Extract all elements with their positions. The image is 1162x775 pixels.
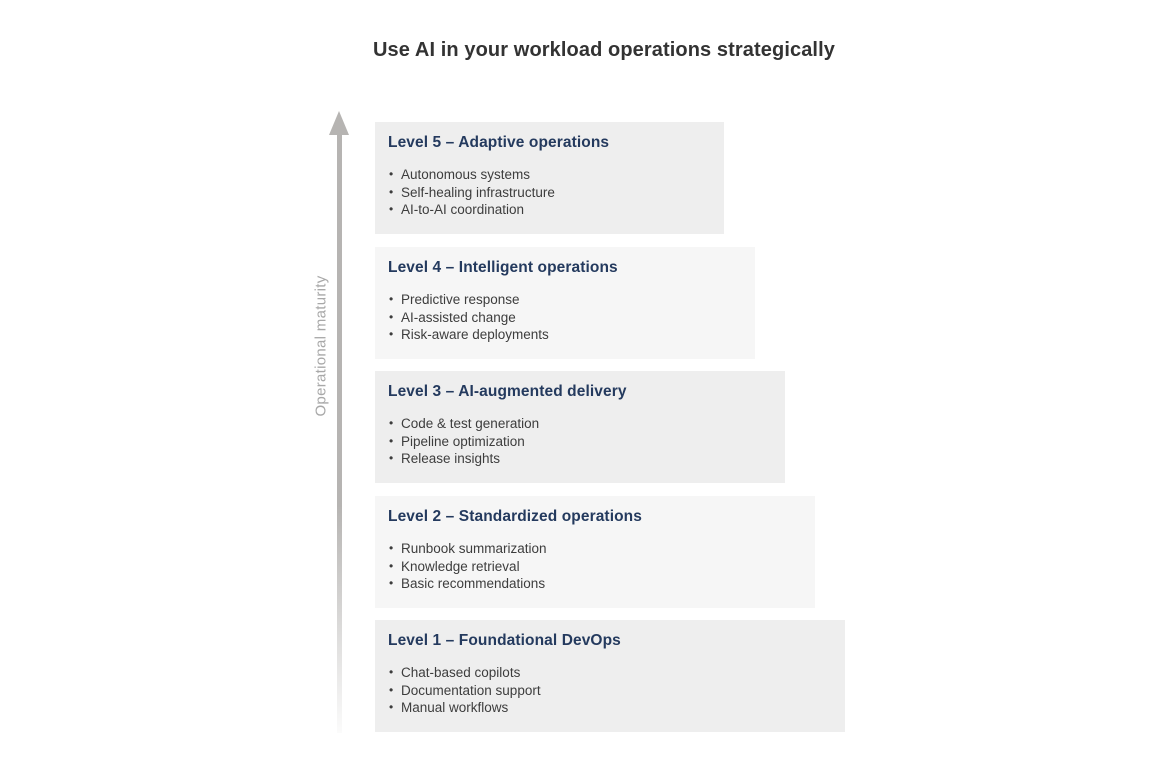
bullet-item: • Documentation support [389, 682, 845, 700]
level-box-2 [375, 496, 815, 608]
level-4-title: Level 4 – Intelligent operations [388, 259, 618, 276]
bullet-item: • Pipeline optimization [389, 433, 785, 451]
bullet-item: • Basic recommendations [389, 575, 815, 593]
level-box-3 [375, 371, 785, 483]
bullet-item: • Knowledge retrieval [389, 558, 815, 576]
bullet-item: • Self-healing infrastructure [389, 184, 724, 202]
bullet-item: • Manual workflows [389, 699, 845, 717]
level-box-5 [375, 122, 724, 234]
level-box-1 [375, 620, 845, 732]
level-2-bullets [388, 540, 815, 593]
level-2-title: Level 2 – Standardized operations [388, 508, 642, 525]
level-box-4 [375, 247, 755, 359]
level-5-bullets [388, 166, 724, 219]
bullet-item: • Risk-aware deployments [389, 326, 755, 344]
level-1-title: Level 1 – Foundational DevOps [388, 632, 621, 649]
level-5-title: Level 5 – Adaptive operations [388, 134, 610, 151]
bullet-item: • Release insights [389, 450, 785, 468]
level-4-bullets [388, 291, 755, 344]
diagram-title: Use AI in your workload operations strategically [373, 39, 835, 61]
level-1-bullets [388, 664, 845, 717]
maturity-axis-label: Operational maturity [312, 275, 330, 417]
bullet-item: • Code & test generation [389, 415, 785, 433]
maturity-axis-line [337, 133, 342, 733]
up-arrow-icon [329, 111, 349, 135]
bullet-item: • Chat-based copilots [389, 664, 845, 682]
bullet-item: • AI-to-AI coordination [389, 201, 724, 219]
level-3-title: Level 3 – AI-augmented delivery [388, 383, 627, 400]
bullet-item: • Predictive response [389, 291, 755, 309]
bullet-item: • Autonomous systems [389, 166, 724, 184]
bullet-item: • Runbook summarization [389, 540, 815, 558]
bullet-item: • AI-assisted change [389, 309, 755, 327]
level-3-bullets [388, 415, 785, 468]
